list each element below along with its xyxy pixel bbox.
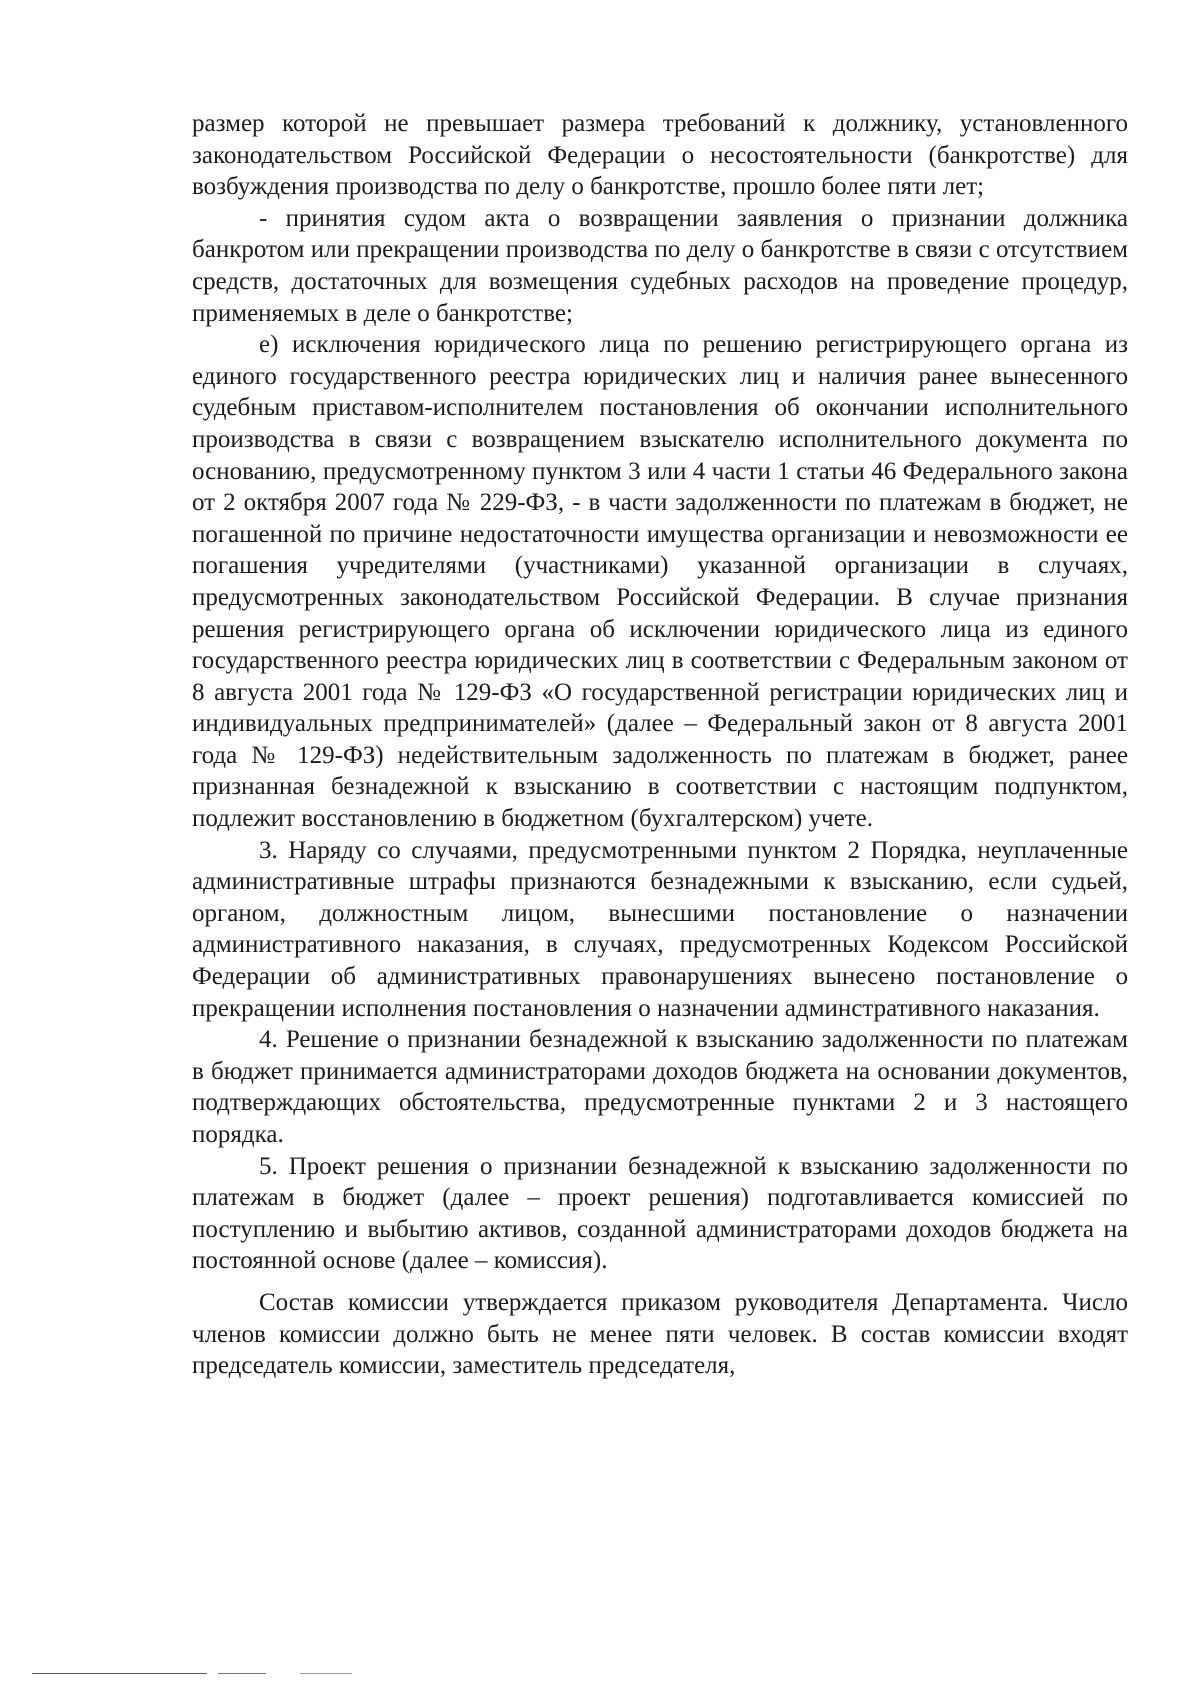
paragraph-item-5: 5. Проект решения о признании безнадежной к взысканию задолженности по платежам в бюджет (далее – проект решения) подготавливается комиссией по поступлению и выбытию активов, созданной администраторами доходов бюджета на постоянной основе (далее – комиссия).: [192, 1152, 1128, 1275]
paragraph-subpoint-e: е) исключения юридического лица по решению регистрирующего органа из единого государственного реестра юридических лиц и наличия ранее вынесенного судебным приставом-исполнителем постановления об окончании исполнительного производства в связи с возвращением взыскателю исполнительного документа по основанию, предусмотренному пунктом 3 или 4 части 1 статьи 46 Федерального закона от 2 октября 2007 года № 229-ФЗ, - в части задолженности по платежам в бюджет, не погашенной по причине недостаточности имущества организации и невозможности ее погашения учредителями (участниками) указанной организации в случаях, предусмотренных законодательством Российской Федерации. В случае признания решения регистрирующего органа об исключении юридического лица из единого государственного реестра юридических лиц в соответствии с Федеральным законом от 8 августа 2001 года № 129-ФЗ «О государственной регистрации юридических лиц и индивидуальных предпринимателей» (далее – Федеральный закон от 8 августа 2001 года № 129-ФЗ) недействительным задолженность по платежам в бюджет, ранее признанная безнадежной к взысканию в соответствии с настоящим подпунктом, подлежит восстановлению в бюджетном (бухгалтерском) учете.: [192, 331, 1128, 833]
footer-divider: [32, 1673, 352, 1674]
paragraph-item-3: 3. Наряду со случаями, предусмотренными пунктом 2 Порядка, неуплаченные административные штрафы признаются безнадежными к взысканию, если судьей, органом, должностным лицом, вынесшими постановление о назначении административного наказания, в случаях, предусмотренных Кодексом Российской Федерации об административных правонарушениях вынесено постановление о прекращении исполнения постановления о назначении админстративного наказания.: [192, 836, 1128, 1022]
paragraph-item-4: 4. Решение о признании безнадежной к взысканию задолженности по платежам в бюджет принимается администраторами доходов бюджета на основании документов, подтверждающих обстоятельства, предусмотренные пунктами 2 и 3 настоящего порядка.: [192, 1026, 1128, 1148]
paragraph-continuation: размер которой не превышает размера требований к должнику, установленного законодательством Российской Федерации о несостоятельности (банкротстве) для возбуждения производства по делу о банкротстве, прошло более пяти лет;: [192, 110, 1128, 201]
paragraph-court-act: - принятия судом акта о возвращении заявления о признании должника банкротом или прекращении производства по делу о банкротстве в связи с отсутствием средств, достаточных для возмещения судебных расходов на проведение процедур, применяемых в деле о банкротстве;: [192, 204, 1128, 327]
paragraph-commission: Состав комиссии утверждается приказом руководителя Департамента. Число членов комиссии должно быть не менее пяти человек. В состав комиссии входят председатель комиссии, заместитель председателя,: [192, 1288, 1128, 1380]
document-page: [192, 108, 1128, 1382]
